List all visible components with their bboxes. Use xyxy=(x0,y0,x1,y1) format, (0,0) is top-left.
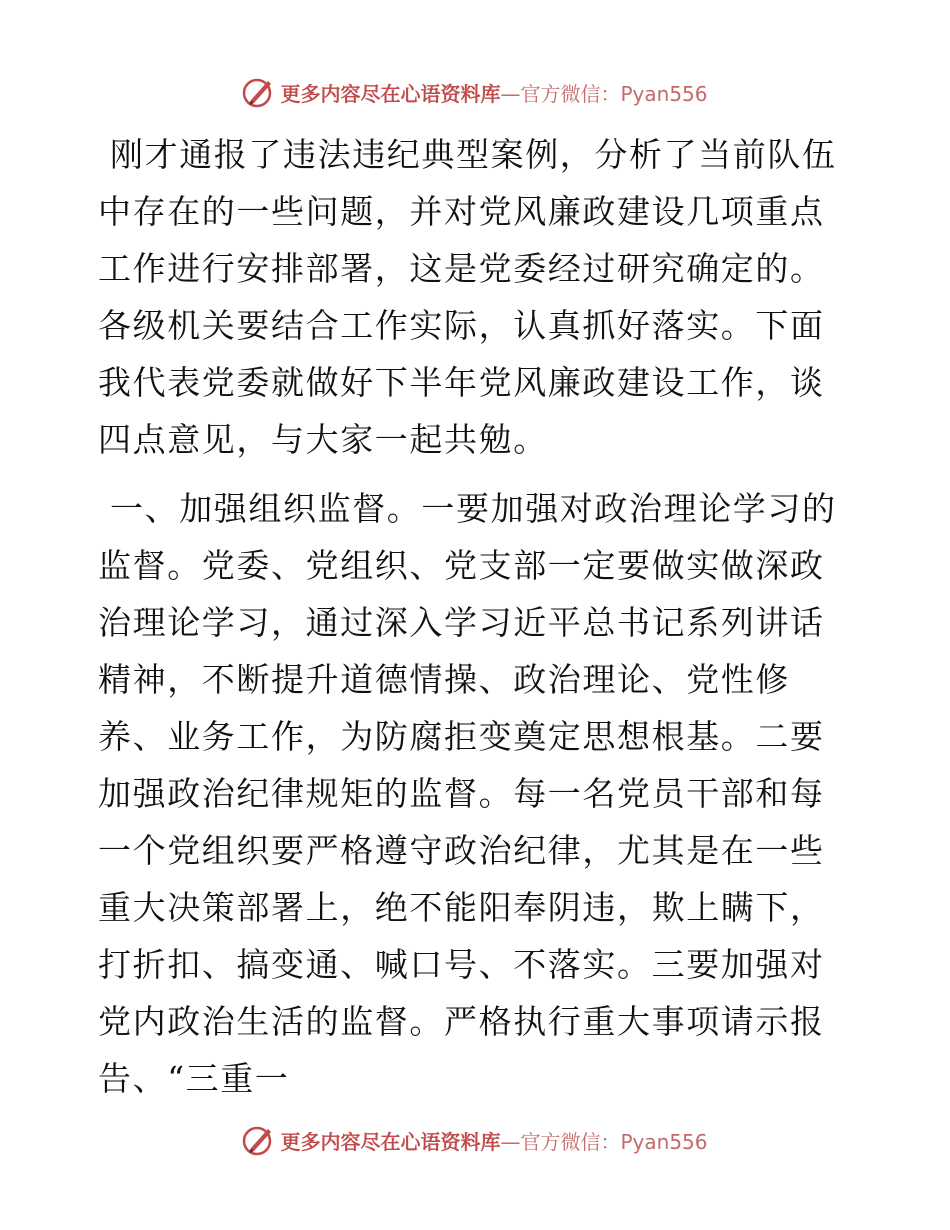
pen-logo-icon xyxy=(242,1123,276,1157)
paragraph-section-one: 一、加强组织监督。一要加强对政治理论学习的监督。党委、党组织、党支部一定要做实做深政治理论学习，通过深入学习近平总书记系列讲话精神，不断提升道德情操、政治理论、党性修养、业务工作，为防腐拒变奠定思想根基。二要加强政治纪律规矩的监督。每一名党员干部和每一个党组织要严格遵守政治纪律，尤其是在一些重大决策部署上，绝不能阳奉阴违，欺上瞒下，打折扣、搞变通、喊口号、不落实。三要加强对党内政治生活的监督。严格执行重大事项请示报告、“三重一 xyxy=(98,489,837,1098)
footer-watermark-title: 更多内容尽在心语资料库 xyxy=(280,1129,501,1154)
header-watermark-separator: — xyxy=(500,81,521,106)
header-watermark-title: 更多内容尽在心语资料库 xyxy=(280,81,501,106)
document-body xyxy=(98,126,850,1107)
footer-watermark-separator: — xyxy=(500,1129,521,1154)
pen-logo-icon xyxy=(242,75,276,109)
paragraph-intro: 刚才通报了违法违纪典型案例，分析了当前队伍中存在的一些问题，并对党风廉政建设几项重点工作进行安排部署，这是党委经过研究确定的。各级机关要结合工作实际，认真抓好落实。下面我代表党委就做好下半年党风廉政建设工作，谈四点意见，与大家一起共勉。 xyxy=(98,135,837,459)
header-watermark-wechat-id: Pyan556 xyxy=(620,81,708,106)
footer-watermark-wechat-label: 官方微信： xyxy=(520,1129,621,1154)
footer-watermark-text xyxy=(280,1126,707,1155)
header-watermark-text xyxy=(280,78,707,107)
footer-watermark-banner xyxy=(0,1120,950,1160)
footer-watermark-wechat-id: Pyan556 xyxy=(620,1129,708,1154)
header-watermark-wechat-label: 官方微信： xyxy=(520,81,621,106)
header-watermark-banner xyxy=(0,72,950,112)
